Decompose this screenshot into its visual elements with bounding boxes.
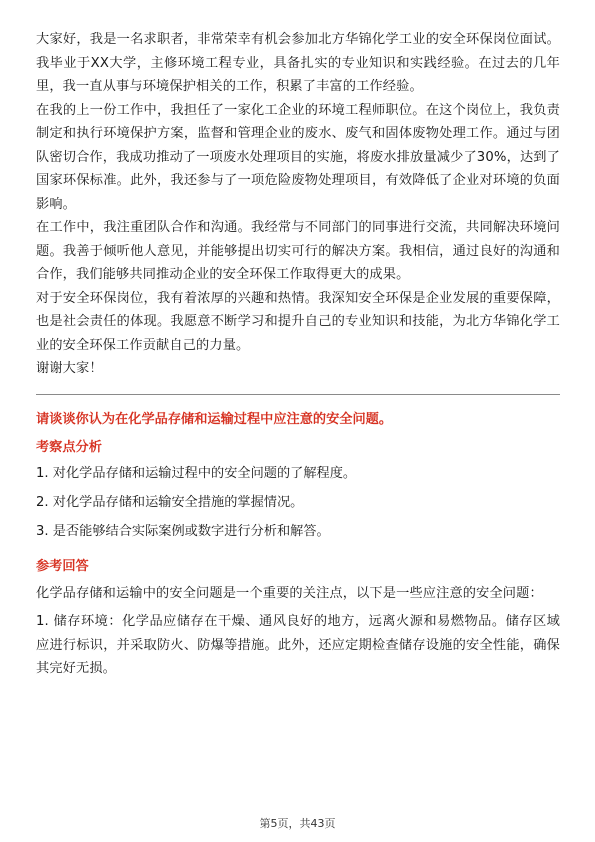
page-content bbox=[36, 28, 560, 681]
answer-title: 参考回答 bbox=[36, 558, 89, 574]
answer-paragraph-1: 化学品存储和运输中的安全问题是一个重要的关注点，以下是一些应注意的安全问题： bbox=[36, 585, 543, 601]
analysis-item-3: 3. 是否能够结合实际案例或数字进行分析和解答。 bbox=[36, 523, 330, 539]
page-footer: 第5页，共43页 bbox=[259, 817, 336, 830]
intro-closing: 谢谢大家！ bbox=[36, 361, 103, 376]
analysis-item-2: 2. 对化学品存储和运输安全措施的掌握情况。 bbox=[36, 494, 304, 510]
intro-paragraph-3: 在工作中，我注重团队合作和沟通。我经常与不同部门的同事进行交流，共同解决环境问题。我善于倾听他人意见，并能够提出切实可行的解决方案。我相信，通过良好的沟通和合作，我们能够共同推动企业的安全环保工作取得更大的成果。 bbox=[36, 220, 560, 282]
interview-question: 请谈谈你认为在化学品存储和运输过程中应注意的安全问题。 bbox=[36, 411, 393, 427]
answer-paragraph-2: 1. 储存环境：化学品应储存在干燥、通风良好的地方，远离火源和易燃物品。储存区域应进行标识，并采取防火、防爆等措施。此外，还应定期检查储存设施的安全性能，确保其完好无损。 bbox=[36, 614, 560, 676]
analysis-title: 考察点分析 bbox=[36, 439, 102, 455]
analysis-item-1: 1. 对化学品存储和运输过程中的安全问题的了解程度。 bbox=[36, 465, 357, 481]
section-divider bbox=[36, 394, 560, 395]
intro-paragraph-2: 在我的上一份工作中，我担任了一家化工企业的环境工程师职位。在这个岗位上，我负责制定和执行环境保护方案，监督和管理企业的废水、废气和固体废物处理工作。通过与团队密切合作，我成功推动了一项废水处理项目的实施，将废水排放量减少了30%，达到了国家环保标准。此外，我还参与了一项危险废物处理项目，有效降低了企业对环境的负面影响。 bbox=[36, 102, 560, 212]
intro-paragraph-1: 大家好，我是一名求职者，非常荣幸有机会参加北方华锦化学工业的安全环保岗位面试。我毕业于XX大学，主修环境工程专业，具备扎实的专业知识和实践经验。在过去的几年里，我一直从事与环境保护相关的工作，积累了丰富的工作经验。 bbox=[36, 32, 560, 94]
intro-paragraph-4: 对于安全环保岗位，我有着浓厚的兴趣和热情。我深知安全环保是企业发展的重要保障，也是社会责任的体现。我愿意不断学习和提升自己的专业知识和技能，为北方华锦化学工业的安全环保工作贡献自己的力量。 bbox=[36, 290, 560, 353]
